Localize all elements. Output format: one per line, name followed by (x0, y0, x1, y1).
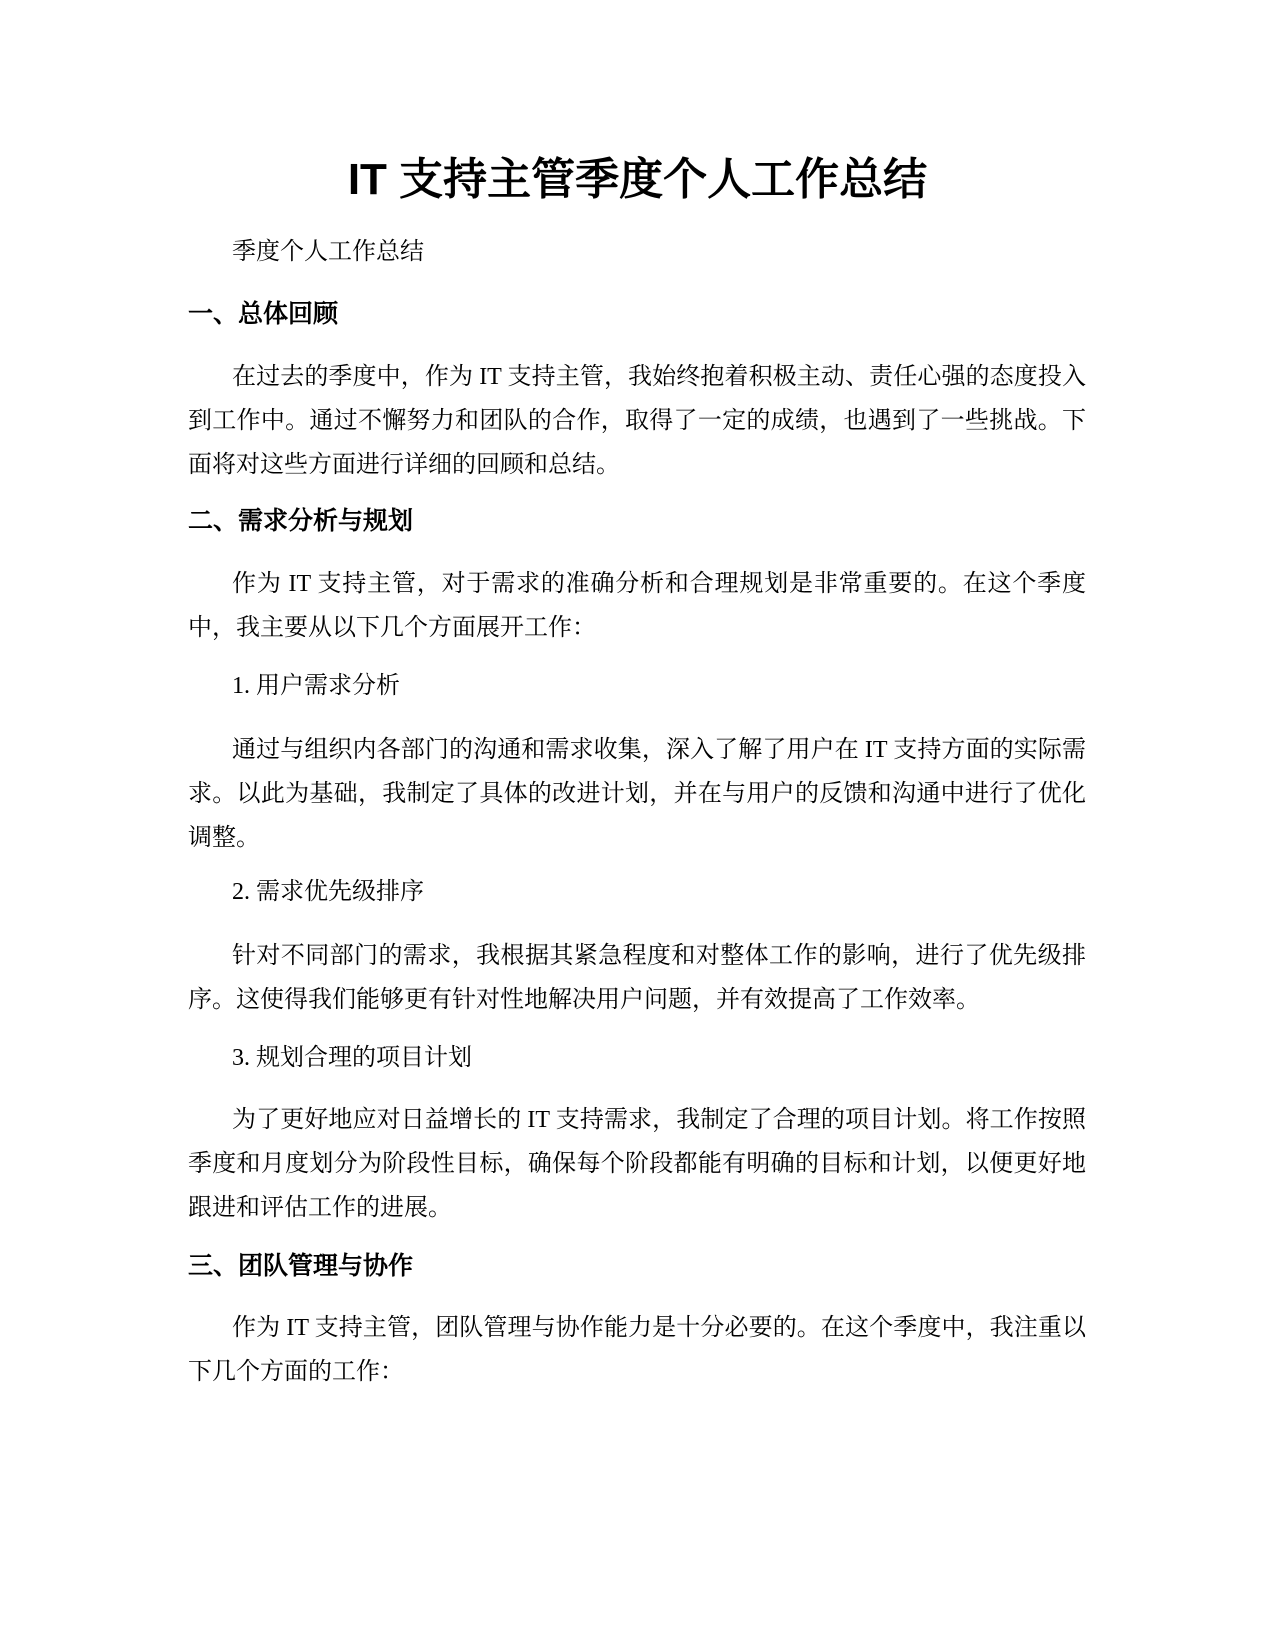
list-item-priority-body: 针对不同部门的需求，我根据其紧急程度和对整体工作的影响，进行了优先级排序。这使得我们能够更有针对性地解决用户问题，并有效提高了工作效率。 (188, 943, 1086, 1013)
list-item-user-needs-body: 通过与组织内各部门的沟通和需求收集，深入了解了用户在 IT 支持方面的实际需求。以此为基础，我制定了具体的改进计划，并在与用户的反馈和沟通中进行了优化调整。 (188, 737, 1086, 851)
section-heading-team: 三、团队管理与协作 (188, 1252, 414, 1280)
list-item-user-needs-title: 1. 用户需求分析 (232, 673, 400, 699)
list-item-plan-title: 3. 规划合理的项目计划 (232, 1045, 472, 1071)
section-requirements-intro: 作为 IT 支持主管，对于需求的准确分析和合理规划是非常重要的。在这个季度中，我主要从以下几个方面展开工作： (188, 571, 1086, 641)
document-subtitle: 季度个人工作总结 (232, 239, 424, 265)
section-heading-requirements: 二、需求分析与规划 (188, 507, 414, 535)
section-heading-overview: 一、总体回顾 (188, 300, 339, 328)
list-item-plan-body: 为了更好地应对日益增长的 IT 支持需求，我制定了合理的项目计划。将工作按照季度和月度划分为阶段性目标，确保每个阶段都能有明确的目标和计划，以便更好地跟进和评估工作的进展。 (188, 1107, 1086, 1221)
list-item-priority-title: 2. 需求优先级排序 (232, 879, 424, 905)
document-title: IT 支持主管季度个人工作总结 (347, 155, 928, 204)
section-overview-paragraph: 在过去的季度中，作为 IT 支持主管，我始终抱着积极主动、责任心强的态度投入到工作中。通过不懈努力和团队的合作，取得了一定的成绩，也遇到了一些挑战。下面将对这些方面进行详细的回顾和总结。 (188, 364, 1086, 478)
section-team-intro: 作为 IT 支持主管，团队管理与协作能力是十分必要的。在这个季度中，我注重以下几个方面的工作： (188, 1315, 1086, 1385)
